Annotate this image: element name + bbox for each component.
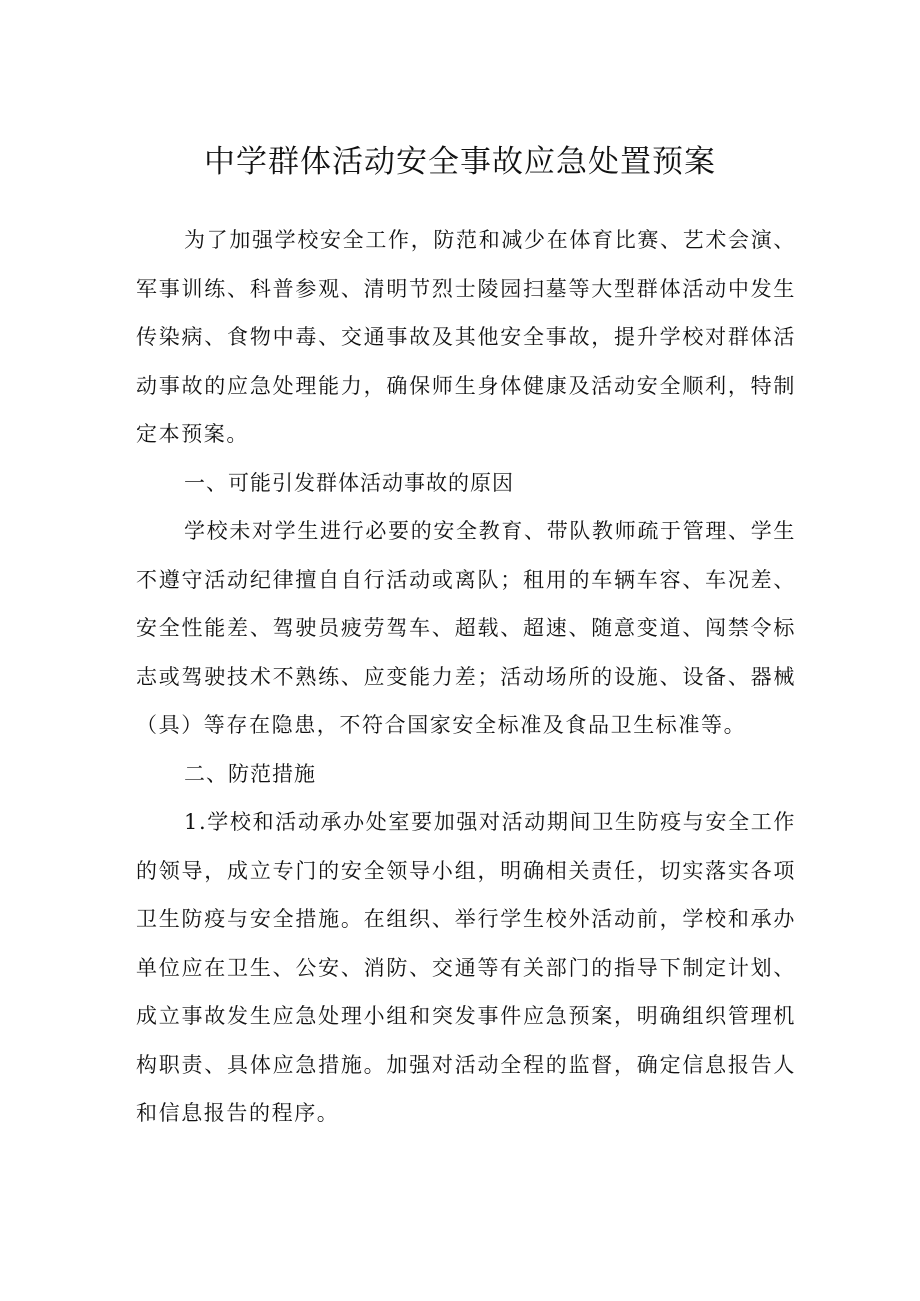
document-body	[136, 216, 796, 1138]
prevention-item-1: 1.学校和活动承办处室要加强对活动期间卫生防疫与安全工作的领导，成立专门的安全领导小组，明确相关责任，切实落实各项卫生防疫与安全措施。在组织、举行学生校外活动前，学校和承办单位应在卫生、公安、消防、交通等有关部门的指导下制定计划、成立事故发生应急处理小组和突发事件应急预案，明确组织管理机构职责、具体应急措施。加强对活动全程的监督，确定信息报告人和信息报告的程序。	[136, 810, 796, 1125]
section-heading-prevention: 二、防范措施	[184, 761, 316, 786]
section-heading-causes: 一、可能引发群体活动事故的原因	[184, 470, 514, 495]
intro-paragraph: 为了加强学校安全工作，防范和减少在体育比赛、艺术会演、军事训练、科普参观、清明节烈士陵园扫墓等大型群体活动中发生传染病、食物中毒、交通事故及其他安全事故，提升学校对群体活动事故的应急处理能力，确保师生身体健康及活动安全顺利，特制定本预案。	[136, 228, 796, 446]
causes-paragraph: 学校未对学生进行必要的安全教育、带队教师疏于管理、学生不遵守活动纪律擅自自行活动或离队；租用的车辆车容、车况差、安全性能差、驾驶员疲劳驾车、超载、超速、随意变道、闯禁令标志或驾驶技术不熟练、应变能力差；活动场所的设施、设备、器械（具）等存在隐患，不符合国家安全标准及食品卫生标准等。	[136, 519, 796, 737]
page-title: 中学群体活动安全事故应急处置预案	[204, 144, 716, 180]
